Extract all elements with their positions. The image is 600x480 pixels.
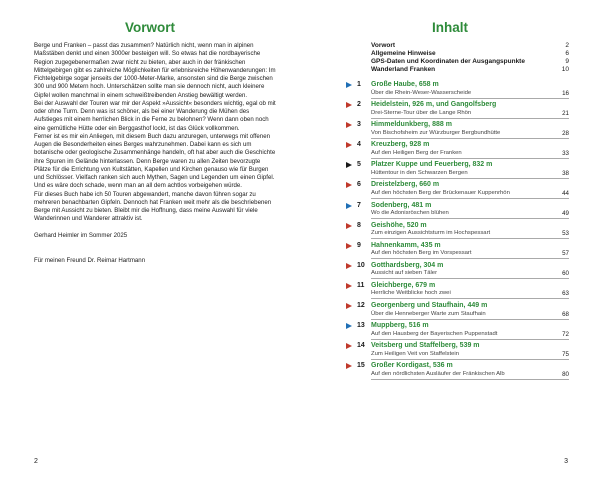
triangle-marker-icon: [346, 82, 352, 88]
tour-title: Veitsberg und Staffelberg, 539 m: [371, 342, 480, 350]
toc-entry-label: Allgemeine Hinweise: [371, 50, 436, 58]
tour-number: 6: [357, 181, 361, 189]
preface-paragraph: Für dieses Buch habe ich 50 Touren abgewandert, manche davon führen sogar zu mehreren benachbarten Gipfeln. Dennoch hat Franken weit mehr als die beschriebenen Berge mit Aussicht zu bieten. Bleibt mir die Hoffnung, dass meine Auswahl für viele Wanderinnen und Wanderer attraktiv ist.: [34, 190, 272, 223]
toc-entry[interactable]: [371, 66, 569, 74]
tour-number: 9: [357, 241, 361, 249]
tour-number: 11: [357, 281, 365, 289]
tour-page: 80: [562, 370, 569, 378]
tour-divider: [371, 359, 569, 360]
tour-divider: [371, 158, 569, 159]
tour-subtitle: Drei-Sterne-Tour über die Lange Rhön: [371, 109, 472, 116]
triangle-marker-icon: [346, 283, 352, 289]
page-number-left: 2: [34, 458, 38, 465]
tour-entry[interactable]: [346, 361, 569, 381]
tour-number: 2: [357, 101, 361, 109]
toc-entry-label: Wanderland Franken: [371, 66, 436, 74]
tour-title: Hahnenkamm, 435 m: [371, 241, 441, 249]
tour-entry[interactable]: [346, 221, 569, 241]
tour-title: Heidelstein, 926 m, und Gangolfsberg: [371, 101, 497, 109]
tour-divider: [371, 278, 569, 279]
contents-heading: Inhalt: [432, 20, 468, 35]
toc-general-section: [371, 42, 569, 74]
tour-title: Geishöhe, 520 m: [371, 221, 427, 229]
triangle-marker-icon: [346, 363, 352, 369]
signature: Gerhard Heimler im Sommer 2025: [34, 231, 128, 239]
tour-subtitle: Über die Henneberger Warte zum Staufhain: [371, 310, 486, 317]
preface-heading: Vorwort: [125, 20, 175, 35]
tour-page: 28: [562, 129, 569, 137]
tour-subtitle: Von Bischofsheim zur Würzburger Bergbundhütte: [371, 129, 501, 136]
triangle-marker-icon: [346, 343, 352, 349]
tour-number: 14: [357, 342, 365, 350]
toc-entry[interactable]: [371, 58, 569, 66]
tour-divider: [371, 339, 569, 340]
tour-page: 68: [562, 310, 569, 318]
triangle-marker-icon: [346, 223, 352, 229]
toc-entry-page: 2: [565, 42, 569, 49]
tour-subtitle: Wo die Adonisröschen blühen: [371, 210, 449, 217]
tour-subtitle: Aussicht auf sieben Täler: [371, 270, 438, 277]
toc-entry[interactable]: [371, 42, 569, 50]
tour-title: Georgenberg und Staufhain, 449 m: [371, 302, 488, 310]
tour-subtitle: Zum einzigen Aussichtsturm im Hochspessart: [371, 230, 491, 237]
triangle-marker-icon: [346, 162, 352, 168]
tour-entry[interactable]: [346, 261, 569, 281]
tour-divider: [371, 198, 569, 199]
toc-tours-list: [346, 80, 569, 381]
tour-subtitle: Hüttentour in den Schwarzen Bergen: [371, 169, 468, 176]
tour-divider: [371, 319, 569, 320]
tour-page: 21: [562, 109, 569, 117]
tour-subtitle: Auf den höchsten Berg der Brückenauer Kuppenrhön: [371, 189, 510, 196]
tour-entry[interactable]: [346, 180, 569, 200]
tour-number: 3: [357, 121, 361, 129]
triangle-marker-icon: [346, 182, 352, 188]
tour-title: Große Haube, 658 m: [371, 81, 439, 88]
dedication: Für meinen Freund Dr. Reimar Hartmann: [34, 256, 146, 264]
tour-entry[interactable]: [346, 160, 569, 180]
triangle-marker-icon: [346, 142, 352, 148]
tour-entry[interactable]: [346, 80, 569, 100]
tour-page: 53: [562, 230, 569, 238]
tour-entry[interactable]: [346, 281, 569, 301]
tour-divider: [371, 178, 569, 179]
tour-title: Sodenberg, 481 m: [371, 201, 432, 209]
tour-page: 33: [562, 149, 569, 157]
tour-page: 57: [562, 250, 569, 258]
tour-title: Muppberg, 516 m: [371, 322, 429, 330]
tour-entry[interactable]: [346, 201, 569, 221]
tour-divider: [371, 138, 569, 139]
tour-page: 72: [562, 330, 569, 338]
toc-entry[interactable]: [371, 50, 569, 58]
tour-title: Himmeldunkberg, 888 m: [371, 121, 452, 129]
tour-title: Platzer Kuppe und Feuerberg, 832 m: [371, 161, 493, 169]
tour-entry[interactable]: [346, 100, 569, 120]
tour-entry[interactable]: [346, 241, 569, 261]
tour-divider: [371, 98, 569, 99]
tour-page: 60: [562, 270, 569, 278]
tour-subtitle: Auf den Hausberg der Bayerischen Puppenstadt: [371, 330, 498, 337]
toc-entry-page: 9: [565, 58, 569, 66]
tour-subtitle: Auf den nördlichsten Ausläufer der Fränkischen Alb: [371, 370, 505, 377]
tour-page: 16: [562, 89, 569, 97]
triangle-marker-icon: [346, 263, 352, 269]
tour-page: 49: [562, 210, 569, 218]
tour-page: 38: [562, 169, 569, 177]
tour-page: 63: [562, 290, 569, 298]
tour-entry[interactable]: [346, 341, 569, 361]
tour-title: Großer Kordigast, 536 m: [371, 362, 453, 370]
tour-divider: [371, 218, 569, 219]
toc-entry-page: 6: [565, 50, 569, 58]
tour-title: Gleichberge, 679 m: [371, 281, 436, 289]
tour-divider: [371, 298, 569, 299]
tour-page: 44: [562, 189, 569, 197]
triangle-marker-icon: [346, 243, 352, 249]
tour-divider: [371, 238, 569, 239]
tour-number: 4: [357, 141, 361, 149]
tour-entry[interactable]: [346, 301, 569, 321]
toc-entry-page: 10: [561, 66, 569, 74]
triangle-marker-icon: [346, 303, 352, 309]
tour-divider: [371, 379, 569, 380]
tour-number: 1: [357, 81, 361, 88]
tour-number: 10: [357, 261, 365, 269]
triangle-marker-icon: [346, 102, 352, 108]
tour-subtitle: Zum Heiligen Veit von Staffelstein: [371, 350, 459, 357]
tour-number: 5: [357, 161, 361, 169]
tour-title: Dreistelzberg, 660 m: [371, 181, 440, 189]
tour-divider: [371, 258, 569, 259]
tour-page: 75: [562, 350, 569, 358]
toc-entry-label: Vorwort: [371, 42, 396, 49]
tour-number: 12: [357, 302, 365, 310]
tour-entry[interactable]: [346, 321, 569, 341]
tour-number: 15: [357, 362, 365, 370]
preface-paragraph: Ferner ist es mir ein Anliegen, mit diesem Buch dazu anzuregen, unterwegs mit offenen Augen die Besonderheiten eines Berges wahrzunehmen. Dabei kann es sich um botanische oder geologische Zusammenhänge handeln, oft hat aber auch die Geschichte ihre Spuren im Gelände hinterlassen. Denn Berge waren zu allen Zeiten bevorzugte Plätze für die Errichtung von Kultstätten, Kapellen und Kirchen genauso wie für Burgen und Schlösser. Vielfach ranken sich auch Mythen, Sagen und Legenden um einen Gipfel. Und es wäre doch schade, wenn man an all dem achtlos vorbeigehen würde.: [34, 132, 276, 190]
page-number-right: 3: [564, 458, 568, 465]
tour-entry[interactable]: [346, 140, 569, 160]
tour-title: Gotthardsberg, 304 m: [371, 261, 444, 269]
triangle-marker-icon: [346, 323, 352, 329]
tour-subtitle: Über die Rhein-Weser-Wasserscheide: [371, 89, 472, 96]
toc-entry-label: GPS-Daten und Koordinaten der Ausgangspunkte: [371, 58, 525, 66]
preface-paragraph: Berge und Franken – passt das zusammen? Natürlich nicht, wenn man in alpinen Maßstäben denkt und einen 3000er besteigen will. So etwas hat die nordbayerische Region zugegebenermaßen zwar nicht zu bieten, aber auch in der fränkischen Mittelgebirgen gibt es zahlreiche Möglichkeiten für erlebnisreiche Höhenwanderungen: Im Fichtelgebirge sogar jenseits der 1000-Meter-Marke, ansonsten sind die Berge zwischen 300 und 900 Metern hoch. Unterschätzen sollte man sie dennoch nicht, auch kleinere Gipfel wollen manchmal in einem schweißtreibenden Anstieg bewältigt werden.: [34, 42, 276, 99]
tour-subtitle: Auf den Heiligen Berg der Franken: [371, 149, 462, 156]
triangle-marker-icon: [346, 122, 352, 128]
tour-number: 7: [357, 201, 361, 209]
preface-paragraph: Bei der Auswahl der Touren war mir der Aspekt »Aussicht« besonders wichtig, egal ob mit oder ohne Turm. Denn was ist schöner, als bei einer Wanderung die Mühen des Aufstieges mit einem herrlichen Blick in die Ferne zu belohnen? Wenn dann oben noch eine gemütliche Hütte oder ein Berggasthof lockt, ist das Glück vollkommen.: [34, 99, 276, 132]
triangle-marker-icon: [346, 203, 352, 209]
tour-subtitle: Herrliche Weitblicke hoch zwei: [371, 290, 451, 297]
tour-title: Kreuzberg, 928 m: [371, 141, 430, 149]
tour-subtitle: Auf den höchsten Berg im Vorspessart: [371, 250, 472, 257]
tour-number: 13: [357, 322, 365, 330]
tour-entry[interactable]: [346, 120, 569, 140]
tour-number: 8: [357, 221, 361, 229]
tour-divider: [371, 118, 569, 119]
preface-text: [34, 42, 278, 265]
